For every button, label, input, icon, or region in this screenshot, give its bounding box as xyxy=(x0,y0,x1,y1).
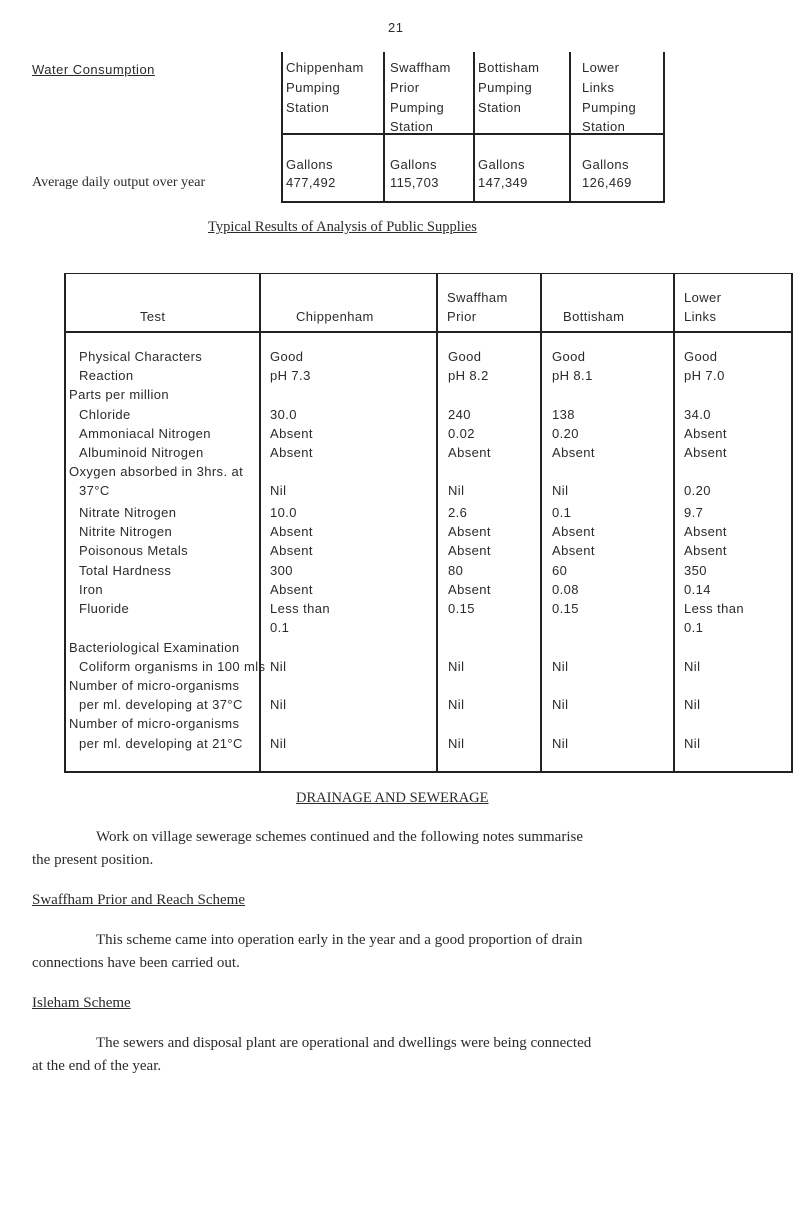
test-name: Oxygen absorbed in 3hrs. at xyxy=(69,464,244,479)
test-value: Absent xyxy=(684,426,727,441)
station-name-line: Pumping xyxy=(286,80,341,95)
test-value: Nil xyxy=(270,483,287,498)
test-value: 0.1 xyxy=(684,620,704,635)
test-value: Good xyxy=(684,349,718,364)
test-value: Nil xyxy=(448,697,465,712)
test-value: 0.15 xyxy=(448,601,475,616)
test-name: Total Hardness xyxy=(79,563,172,578)
test-value: Absent xyxy=(448,445,491,460)
water-table-line xyxy=(281,52,283,203)
test-value: pH 8.2 xyxy=(448,368,489,383)
test-value: 34.0 xyxy=(684,407,711,422)
test-name: Iron xyxy=(79,582,104,597)
test-value: pH 8.1 xyxy=(552,368,593,383)
isleham-scheme-line-1: The sewers and disposal plant are operational and dwellings were being connected xyxy=(96,1035,592,1051)
test-name: Chloride xyxy=(79,407,131,422)
analysis-table-line xyxy=(673,273,675,773)
isleham-scheme-line-2: at the end of the year. xyxy=(32,1058,162,1074)
station-unit: Gallons xyxy=(478,157,525,172)
test-value: Nil xyxy=(270,697,287,712)
column-header-swaffham: Swaffham xyxy=(447,290,508,305)
station-output-value: 115,703 xyxy=(390,175,439,190)
test-value: 0.1 xyxy=(270,620,290,635)
station-name-line: Prior xyxy=(390,80,420,95)
test-value: Nil xyxy=(552,697,569,712)
test-value: Absent xyxy=(270,582,313,597)
analysis-table-line xyxy=(540,273,542,773)
test-name: Nitrite Nitrogen xyxy=(79,524,173,539)
station-name-line: Chippenham xyxy=(286,60,364,75)
test-value: 0.14 xyxy=(684,582,711,597)
swaffham-scheme-line-2: connections have been carried out. xyxy=(32,955,240,971)
analysis-table-line xyxy=(791,273,793,773)
analysis-table-line xyxy=(64,273,66,773)
station-name-line: Bottisham xyxy=(478,60,540,75)
water-table-line xyxy=(569,52,571,203)
test-value: pH 7.0 xyxy=(684,368,725,383)
test-name: per ml. developing at 21°C xyxy=(79,736,243,751)
test-value: Less than xyxy=(684,601,744,616)
test-value: Absent xyxy=(552,524,595,539)
test-value: Good xyxy=(270,349,304,364)
test-name: Coliform organisms in 100 mls xyxy=(79,659,266,674)
test-value: 138 xyxy=(552,407,575,422)
station-name-line: Lower xyxy=(582,60,620,75)
test-value: Absent xyxy=(270,426,313,441)
test-name: per ml. developing at 37°C xyxy=(79,697,243,712)
test-value: Nil xyxy=(552,483,569,498)
test-value: Absent xyxy=(448,524,491,539)
test-name: 37°C xyxy=(79,483,110,498)
swaffham-scheme-line-1: This scheme came into operation early in the year and a good proportion of drain xyxy=(96,932,583,948)
column-header-prior: Prior xyxy=(447,309,477,324)
test-value: Absent xyxy=(684,445,727,460)
station-unit: Gallons xyxy=(390,157,437,172)
station-name-line: Links xyxy=(582,80,615,95)
test-value: Nil xyxy=(448,659,465,674)
station-name-line: Station xyxy=(582,119,626,134)
test-name: Nitrate Nitrogen xyxy=(79,505,177,520)
average-output-label: Average daily output over year xyxy=(32,175,206,190)
station-name-line: Station xyxy=(390,119,434,134)
swaffham-scheme-heading: Swaffham Prior and Reach Scheme xyxy=(32,892,245,908)
test-value: Nil xyxy=(270,659,287,674)
water-table-line xyxy=(663,52,665,203)
test-value: 9.7 xyxy=(684,505,704,520)
test-value: 0.1 xyxy=(552,505,572,520)
analysis-table-line xyxy=(64,273,793,274)
test-value: 0.20 xyxy=(552,426,579,441)
test-value: Nil xyxy=(684,659,701,674)
test-value: 10.0 xyxy=(270,505,297,520)
test-value: Absent xyxy=(552,543,595,558)
test-name: Albuminoid Nitrogen xyxy=(79,445,204,460)
analysis-table-line xyxy=(436,273,438,773)
test-value: 350 xyxy=(684,563,707,578)
test-value: Absent xyxy=(270,524,313,539)
analysis-table-line xyxy=(64,771,793,773)
test-value: Nil xyxy=(552,659,569,674)
test-value: Nil xyxy=(684,736,701,751)
page-number: 21 xyxy=(388,20,404,35)
test-value: Good xyxy=(448,349,482,364)
analysis-table-line xyxy=(64,331,793,333)
drainage-heading: DRAINAGE AND SEWERAGE xyxy=(296,790,489,806)
test-value: 30.0 xyxy=(270,407,297,422)
drainage-intro-line-2: the present position. xyxy=(32,852,154,868)
test-value: Absent xyxy=(270,543,313,558)
test-value: 80 xyxy=(448,563,464,578)
test-value: 0.08 xyxy=(552,582,579,597)
water-consumption-heading: Water Consumption xyxy=(32,62,155,77)
test-value: 300 xyxy=(270,563,293,578)
isleham-scheme-heading: Isleham Scheme xyxy=(32,995,131,1011)
water-table-line xyxy=(383,52,385,203)
test-name: Reaction xyxy=(79,368,134,383)
test-value: 0.02 xyxy=(448,426,475,441)
station-unit: Gallons xyxy=(582,157,629,172)
test-value: pH 7.3 xyxy=(270,368,311,383)
station-name-line: Pumping xyxy=(390,100,445,115)
test-name: Number of micro-organisms xyxy=(69,678,240,693)
station-unit: Gallons xyxy=(286,157,333,172)
test-value: Absent xyxy=(684,524,727,539)
test-value: 240 xyxy=(448,407,471,422)
water-table-line xyxy=(281,201,665,203)
station-output-value: 477,492 xyxy=(286,175,336,190)
test-value: Absent xyxy=(552,445,595,460)
test-value: 0.20 xyxy=(684,483,711,498)
column-header-links: Links xyxy=(684,309,717,324)
test-value: Absent xyxy=(684,543,727,558)
test-value: 60 xyxy=(552,563,568,578)
test-name: Bacteriological Examination xyxy=(69,640,240,655)
column-header-lower: Lower xyxy=(684,290,722,305)
test-value: Nil xyxy=(448,736,465,751)
water-table-line xyxy=(473,52,475,203)
column-header-chippenham: Chippenham xyxy=(296,309,374,324)
test-name: Ammoniacal Nitrogen xyxy=(79,426,211,441)
test-name: Poisonous Metals xyxy=(79,543,189,558)
test-value: Good xyxy=(552,349,586,364)
column-header-bottisham: Bottisham xyxy=(563,309,625,324)
test-value: Nil xyxy=(684,697,701,712)
test-value: Nil xyxy=(448,483,465,498)
station-output-value: 126,469 xyxy=(582,175,632,190)
test-name: Physical Characters xyxy=(79,349,203,364)
test-value: Absent xyxy=(448,582,491,597)
station-name-line: Station xyxy=(286,100,330,115)
drainage-intro-line-1: Work on village sewerage schemes continued and the following notes summarise xyxy=(96,829,583,845)
station-name-line: Pumping xyxy=(478,80,533,95)
test-name: Number of micro-organisms xyxy=(69,716,240,731)
test-value: 0.15 xyxy=(552,601,579,616)
test-name: Parts per million xyxy=(69,387,169,402)
test-value: Nil xyxy=(552,736,569,751)
station-name-line: Pumping xyxy=(582,100,637,115)
station-name-line: Swaffham xyxy=(390,60,451,75)
test-value: Absent xyxy=(270,445,313,460)
analysis-table-line xyxy=(259,273,261,773)
test-value: Nil xyxy=(270,736,287,751)
test-value: Less than xyxy=(270,601,330,616)
test-name: Fluoride xyxy=(79,601,130,616)
column-header-test: Test xyxy=(140,309,166,324)
station-name-line: Station xyxy=(478,100,522,115)
test-value: Absent xyxy=(448,543,491,558)
test-value: 2.6 xyxy=(448,505,468,520)
analysis-title: Typical Results of Analysis of Public Supplies xyxy=(208,219,477,235)
station-output-value: 147,349 xyxy=(478,175,528,190)
